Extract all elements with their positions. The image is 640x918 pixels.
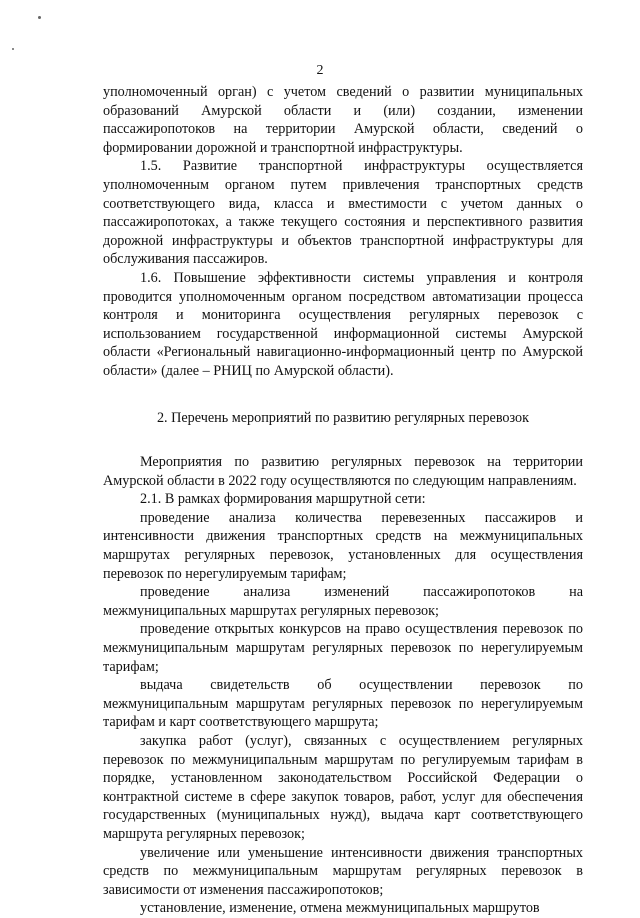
list-item: проведение анализа количества перевезенных пассажиров и интенсивности движения транспортных средств на межмуниципальных маршрутах регулярных перевозок, установленных для осуществления перевозок по нерегулируемым тарифам;: [103, 509, 583, 582]
scan-speck: [38, 16, 41, 19]
scan-speck: [12, 48, 14, 50]
paragraph-intro: Мероприятия по развитию регулярных перевозок на территории Амурской области в 2022 году осуществляются по следующим направлениям.: [103, 454, 583, 489]
page-number: 2: [316, 63, 324, 78]
paragraph-continuation: уполномоченный орган) с учетом сведений о развитии муниципальных образований Амурской области и (или) создании, изменении пассажиропотоков на территории Амурской области, сведений о формировании дорожной и транспортной инфраструктуры.: [103, 84, 583, 156]
list-item: проведение анализа изменений пассажиропотоков на межмуниципальных маршрутах регулярных перевозок;: [103, 584, 583, 619]
section-heading: 2. Перечень мероприятий по развитию регулярных перевозок: [156, 409, 530, 426]
list-item: увеличение или уменьшение интенсивности движения транспортных средств по межмуниципальным маршрутам регулярных перевозок в зависимости от изменения пассажиропотоков;: [103, 844, 583, 898]
paragraph-1-6: 1.6. Повышение эффективности системы управления и контроля проводится уполномоченным органом посредством автоматизации процесса контроля и мониторинга осуществления регулярных перевозок с использованием государственной информационной системы Амурской области «Региональный навигационно-информационный центр по Амурской области» (далее – РНИЦ по Амурской области).: [103, 269, 583, 379]
paragraph-2-1: 2.1. В рамках формирования маршрутной сети:: [140, 491, 426, 508]
list-item: проведение открытых конкурсов на право осуществления перевозок по межмуниципальным маршрутам регулярных перевозок по нерегулируемым тарифам;: [103, 621, 583, 675]
list-item: выдача свидетельств об осуществлении перевозок по межмуниципальным маршрутам регулярных перевозок по нерегулируемым тарифам и карт соответствующего маршрута;: [103, 677, 583, 731]
paragraph-1-5: 1.5. Развитие транспортной инфраструктуры осуществляется уполномоченным органом путем привлечения транспортных средств соответствующего вида, класса и вместимости с учетом данных о пассажиропотоках, а также текущего состояния и перспективного развития дорожной инфраструктуры и объектов транспортной инфраструктуры для обслуживания пассажиров.: [103, 158, 583, 268]
list-item: закупка работ (услуг), связанных с осуществлением регулярных перевозок по межмуниципальным маршрутам по регулируемым тарифам в порядке, установленном законодательством Российской Федерации о контрактной системе в сфере закупок товаров, работ, услуг для обеспечения государственных (муниципальных нужд), выдача карт соответствующего маршрута регулярных перевозок;: [103, 733, 583, 842]
document-body: [103, 83, 583, 918]
list-item: установление, изменение, отмена межмуниципальных маршрутов: [140, 900, 540, 917]
